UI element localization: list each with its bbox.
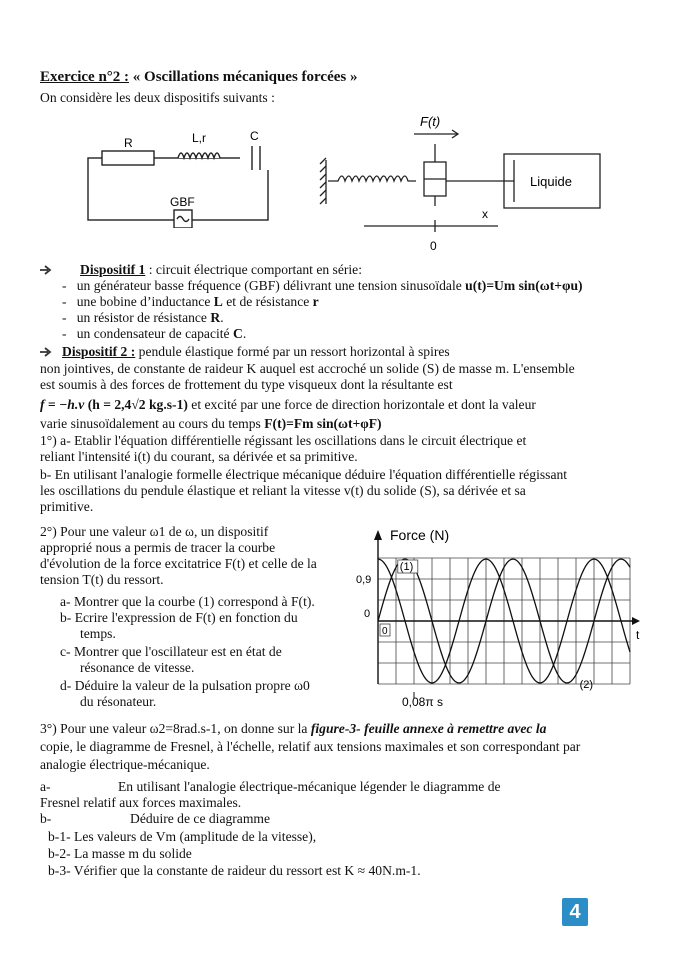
q2-a: a- Montrer que la courbe (1) correspond à F(t). (60, 594, 315, 609)
page-number-badge: 4 (562, 898, 588, 926)
label-C: C (250, 129, 259, 143)
q1-a-line2: reliant l'intensité i(t) du courant, sa dérivée et sa primitive. (40, 449, 358, 464)
q3-b-line1: Déduire de ce diagramme (130, 811, 271, 826)
d1-item-gbf: - un générateur basse fréquence (GBF) délivrant une tension sinusoïdale u(t)=Um sin(ωt+φu) (62, 278, 583, 293)
q2-line2: approprié nous a permis de tracer la courbe (40, 540, 276, 555)
label-liquid: Liquide (530, 174, 572, 189)
q3-line2: copie, le diagramme de Fresnel, à l'échelle, relatif aux tensions maximales et son correspondant par (40, 739, 581, 754)
q3-b1: b-1- Les valeurs de Vm (amplitude de la vitesse), (48, 829, 317, 844)
pointer-icon (40, 347, 52, 357)
spring (328, 176, 416, 181)
dispositif-1-title: Dispositif 1 (80, 262, 146, 277)
q2-line4: tension T(t) du ressort. (40, 572, 164, 587)
q3-a-label: a- (40, 779, 51, 794)
d2-line3: est soumis à des forces de frottement du type visqueux dont la résultante est (40, 377, 453, 392)
q3-line1: 3°) Pour une valeur ω2=8rad.s-1, on donne sur la figure-3- feuille annexe à remettre avec la (40, 721, 547, 736)
d2-line5: varie sinusoïdalement au cours du temps F(t)=Fm sin(ωt+φF) (40, 416, 382, 431)
q3-a-line2: Fresnel relatif aux forces maximales. (40, 795, 242, 810)
q1-b-line1: b- En utilisant l'analogie formelle électrique mécanique déduire l'équation différentielle régissant (40, 467, 568, 482)
label-x: x (482, 207, 488, 221)
d2-line4: f = −h.v (h = 2,4√2 kg.s-1) et excité par une force de direction horizontale et dont la valeur (40, 397, 536, 412)
label-zero: 0 (430, 239, 437, 253)
q2-line1: 2°) Pour une valeur ω1 de ω, un dispositif (40, 524, 269, 539)
q3-b-label: b- (40, 811, 52, 826)
dispositif-2-heading: Dispositif 2 : pendule élastique formé par un ressort horizontal à spires (40, 344, 450, 359)
origin-box-label: 0 (382, 626, 388, 637)
q3-b3: b-3- Vérifier que la constante de raideur du ressort est K ≈ 40N.m-1. (48, 863, 421, 878)
q1-a-line1: 1°) a- Etablir l'équation différentielle régissant les oscillations dans le circuit électrique et (40, 433, 527, 448)
force-chart (352, 520, 652, 712)
q2-d-line1: d- Déduire la valeur de la pulsation propre ω0 (60, 678, 310, 693)
mechanical-diagram (318, 108, 618, 256)
intro-text: On considère les deux dispositifs suivants : (40, 90, 275, 105)
label-gbf: GBF (170, 195, 195, 209)
q2-line3: d'évolution de la force excitatrice F(t) et celle de la (40, 556, 317, 571)
circuit-diagram (80, 118, 280, 228)
q2-b-line1: b- Ecrire l'expression de F(t) en fonction du (60, 610, 298, 625)
label-L: L,r (192, 131, 207, 145)
chart-title: Force (N) (390, 527, 450, 543)
d1-item-coil: - une bobine d’inductance L et de résistance r (62, 294, 319, 309)
x-axis-arrow (632, 617, 640, 625)
exercise-number: Exercice n°2 : (40, 69, 130, 85)
pointer-icon (40, 265, 52, 275)
y-axis-arrow (374, 530, 382, 540)
dispositif-1-heading (40, 262, 362, 277)
q2-b-line2: temps. (80, 626, 116, 641)
q2-d-line2: du résonateur. (80, 694, 157, 709)
q3-a-line1: En utilisant l'analogie électrique-mécanique légender le diagramme de (118, 779, 501, 794)
force-formula: F(t)=Fm sin(ωt+φF) (264, 416, 382, 431)
series-2-label: (2) (579, 679, 594, 691)
d1-formula: u(t)=Um sin(ωt+φu) (465, 278, 583, 293)
exercise-title (40, 70, 357, 85)
y-tick-label-top: 0,9 (356, 574, 372, 586)
h-value: (h = 2,4√2 kg.s-1) (87, 397, 188, 412)
q3-figure-ref: figure-3- feuille annexe à remettre avec la (310, 721, 547, 736)
q3-b2: b-2- La masse m du solide (48, 846, 192, 861)
label-force: F(t) (420, 114, 441, 129)
d2-line2: non jointives, de constante de raideur K auquel est accroché un solide (S) de masse m. L'ensemble (40, 361, 575, 376)
exercise-topic: « Oscillations mécaniques forcées » (132, 69, 358, 85)
dispositif-1-desc: : circuit électrique comportant en série: (145, 262, 362, 277)
coil-symbol (178, 153, 220, 158)
friction-formula: f = −h.v (40, 397, 85, 412)
q2-c-line2: résonance de vitesse. (80, 660, 195, 675)
x-axis-label: t (636, 628, 640, 642)
q1-b-line3: primitive. (40, 499, 94, 514)
q1-b-line2: les oscillations du pendule élastique et reliant la vitesse v(t) du solide (S), sa dérivée et sa (40, 483, 526, 498)
series-1-label: (1) (399, 561, 414, 573)
q3-line3: analogie électrique-mécanique. (40, 757, 210, 772)
d1-item-capacitor: - un condensateur de capacité C. (62, 326, 247, 341)
x-scale-label: 0,08π s (402, 695, 443, 709)
resistor-symbol (102, 151, 154, 165)
q2-c-line1: c- Montrer que l'oscillateur est en état de (60, 644, 282, 659)
d1-item-resistor: - un résistor de résistance R. (62, 310, 224, 325)
label-R: R (124, 136, 133, 150)
origin-label: 0 (364, 608, 371, 620)
dispositif-2-title: Dispositif 2 : (62, 344, 136, 359)
